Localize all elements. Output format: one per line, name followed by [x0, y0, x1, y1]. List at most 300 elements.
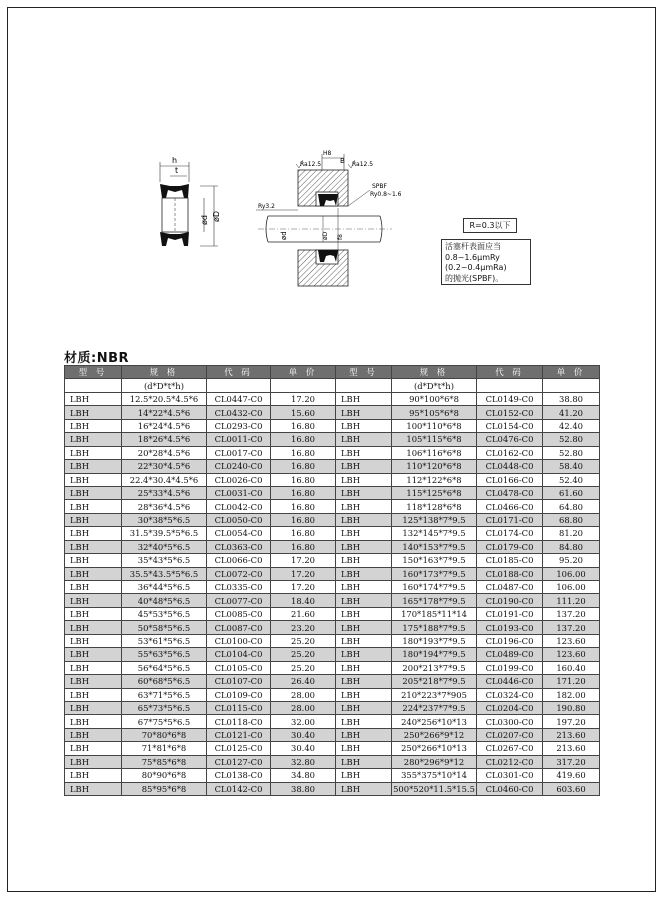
table-row — [65, 392, 600, 405]
label-ry-right: Ry0.8~1.6 — [370, 191, 402, 198]
cell-price: 41.20 — [543, 406, 600, 419]
cell-price: 160.40 — [543, 661, 600, 674]
cell-code: CL0017-C0 — [207, 446, 271, 459]
cell-spec: 224*237*7*9.5 — [392, 701, 477, 714]
table-row — [65, 742, 600, 755]
cell-model: LBH — [336, 688, 392, 701]
cell-spec: 55*63*5*6.5 — [122, 648, 207, 661]
cell-price: 64.80 — [543, 500, 600, 513]
cell-price: 38.80 — [271, 782, 336, 795]
cell-code: CL0335-C0 — [207, 581, 271, 594]
cell-price: 137.20 — [543, 621, 600, 634]
seal-section-view — [160, 156, 221, 246]
cell-model: LBH — [336, 406, 392, 419]
cell-spec: 75*85*6*8 — [122, 755, 207, 768]
cell-model: LBH — [336, 607, 392, 620]
cell-code: CL0162-C0 — [477, 446, 543, 459]
cell-code: CL0212-C0 — [477, 755, 543, 768]
cell-code: CL0104-C0 — [207, 648, 271, 661]
header-price: 单 价 — [271, 366, 336, 379]
cell-spec: 32*40*5*6.5 — [122, 540, 207, 553]
table-row — [65, 567, 600, 580]
cell-price: 16.80 — [271, 486, 336, 499]
cell-model: LBH — [65, 554, 122, 567]
header-price: 单 价 — [543, 366, 600, 379]
table-row — [65, 527, 600, 540]
cell-model: LBH — [65, 513, 122, 526]
cell-code: CL0066-C0 — [207, 554, 271, 567]
cell-model: LBH — [65, 473, 122, 486]
cell-spec: 60*68*5*6.5 — [122, 675, 207, 688]
cell-model: LBH — [336, 715, 392, 728]
cell-spec: 115*125*6*8 — [392, 486, 477, 499]
cell-code: CL0190-C0 — [477, 594, 543, 607]
cell-code: CL0026-C0 — [207, 473, 271, 486]
cell-code: CL0196-C0 — [477, 634, 543, 647]
cell-code: CL0121-C0 — [207, 728, 271, 741]
table-row — [65, 648, 600, 661]
cell-code: CL0207-C0 — [477, 728, 543, 741]
cell-spec: 240*256*10*13 — [392, 715, 477, 728]
cell-model: LBH — [336, 500, 392, 513]
cell-spec: 35*43*5*6.5 — [122, 554, 207, 567]
cell-spec: 40*48*5*6.5 — [122, 594, 207, 607]
cell-price: 16.80 — [271, 527, 336, 540]
cell-price: 317.20 — [543, 755, 600, 768]
cell-price: 84.80 — [543, 540, 600, 553]
price-table — [64, 365, 600, 796]
cell-spec: 180*193*7*9.5 — [392, 634, 477, 647]
cell-price: 106.00 — [543, 581, 600, 594]
cell-spec: 200*213*7*9.5 — [392, 661, 477, 674]
cell-model: LBH — [65, 419, 122, 432]
cell-model: LBH — [65, 782, 122, 795]
cell-model: LBH — [65, 500, 122, 513]
cell-spec: 90*100*6*8 — [392, 392, 477, 405]
cell-code: CL0166-C0 — [477, 473, 543, 486]
table-row — [65, 755, 600, 768]
cell-code: CL0149-C0 — [477, 392, 543, 405]
cell-price: 28.00 — [271, 701, 336, 714]
label-t: t — [175, 166, 179, 175]
cell-model: LBH — [336, 554, 392, 567]
cell-price: 58.40 — [543, 460, 600, 473]
cell-code: CL0054-C0 — [207, 527, 271, 540]
cell-price: 25.20 — [271, 648, 336, 661]
cell-model: LBH — [65, 621, 122, 634]
cell-price: 123.60 — [543, 634, 600, 647]
cell-price: 52.80 — [543, 446, 600, 459]
cell-spec: 22.4*30.4*4.5*6 — [122, 473, 207, 486]
label-ry-left: Ry3.2 — [258, 203, 275, 210]
cell-model: LBH — [65, 460, 122, 473]
cell-spec: 80*90*6*8 — [122, 769, 207, 782]
cell-spec: 28*36*4.5*6 — [122, 500, 207, 513]
cell-code: CL0174-C0 — [477, 527, 543, 540]
cell-price: 52.80 — [543, 433, 600, 446]
cell-model: LBH — [336, 567, 392, 580]
table-row — [65, 513, 600, 526]
cell-spec: 170*185*11*14 — [392, 607, 477, 620]
cell-spec: 95*105*6*8 — [392, 406, 477, 419]
cell-price: 213.60 — [543, 728, 600, 741]
cell-model: LBH — [65, 769, 122, 782]
cell-price: 171.20 — [543, 675, 600, 688]
table-row — [65, 419, 600, 432]
cell-code: CL0100-C0 — [207, 634, 271, 647]
cell-price: 16.80 — [271, 419, 336, 432]
subheader-spec-format: (d*D*t*h) — [392, 379, 477, 392]
cell-model: LBH — [336, 433, 392, 446]
cell-spec: 25*33*4.5*6 — [122, 486, 207, 499]
cell-model: LBH — [336, 446, 392, 459]
cell-price: 32.00 — [271, 715, 336, 728]
cell-price: 68.80 — [543, 513, 600, 526]
cell-spec: 250*266*10*13 — [392, 742, 477, 755]
note-line: 活塞杆表面应当 — [445, 242, 501, 251]
cell-price: 18.40 — [271, 594, 336, 607]
cell-price: 81.20 — [543, 527, 600, 540]
cell-code: CL0240-C0 — [207, 460, 271, 473]
cell-price: 28.00 — [271, 688, 336, 701]
cell-model: LBH — [65, 661, 122, 674]
cell-price: 16.80 — [271, 460, 336, 473]
cell-model: LBH — [336, 661, 392, 674]
cell-spec: 125*138*7*9.5 — [392, 513, 477, 526]
table-row — [65, 486, 600, 499]
cell-model: LBH — [336, 460, 392, 473]
cell-price: 17.20 — [271, 554, 336, 567]
cell-price: 190.80 — [543, 701, 600, 714]
cell-spec: 70*80*6*8 — [122, 728, 207, 741]
label-hole-tol: H8 — [323, 150, 332, 157]
cell-price: 21.60 — [271, 607, 336, 620]
table-header-row — [65, 366, 600, 379]
cell-code: CL0050-C0 — [207, 513, 271, 526]
cell-spec: 250*266*9*12 — [392, 728, 477, 741]
note-line: (0.2~0.4μmRa) — [445, 263, 507, 272]
cell-price: 52.40 — [543, 473, 600, 486]
label-B: B — [340, 157, 345, 165]
label-shaft-d: ød — [280, 231, 288, 240]
cell-price: 95.20 — [543, 554, 600, 567]
table-row — [65, 554, 600, 567]
cell-model: LBH — [336, 742, 392, 755]
cell-price: 17.20 — [271, 567, 336, 580]
label-h: h — [172, 156, 178, 165]
material-title: 材质:NBR — [64, 351, 129, 366]
cell-price: 106.00 — [543, 567, 600, 580]
cell-code: CL0179-C0 — [477, 540, 543, 553]
cell-spec: 71*81*6*8 — [122, 742, 207, 755]
cell-price: 15.60 — [271, 406, 336, 419]
cell-code: CL0171-C0 — [477, 513, 543, 526]
cell-spec: 67*75*5*6.5 — [122, 715, 207, 728]
table-row — [65, 460, 600, 473]
cell-model: LBH — [65, 406, 122, 419]
cell-price: 16.80 — [271, 500, 336, 513]
cell-spec: 150*163*7*9.5 — [392, 554, 477, 567]
cell-model: LBH — [65, 648, 122, 661]
cell-code: CL0085-C0 — [207, 607, 271, 620]
subheader-spec-format: (d*D*t*h) — [122, 379, 207, 392]
label-ra-left: Ra12.5 — [300, 161, 322, 168]
header-spec: 规 格 — [392, 366, 477, 379]
cell-model: LBH — [65, 675, 122, 688]
cell-code: CL0188-C0 — [477, 567, 543, 580]
cell-price: 30.40 — [271, 742, 336, 755]
radius-note: R=0.3以下 — [463, 218, 517, 233]
cell-model: LBH — [336, 701, 392, 714]
rod-surface-note — [441, 239, 531, 285]
cell-model: LBH — [336, 527, 392, 540]
cell-spec: 12.5*20.5*4.5*6 — [122, 392, 207, 405]
note-line: 0.8~1.6μmRy — [445, 252, 500, 262]
cell-spec: 105*115*6*8 — [392, 433, 477, 446]
table-row — [65, 473, 600, 486]
cell-spec: 106*116*6*8 — [392, 446, 477, 459]
cell-model: LBH — [65, 715, 122, 728]
cell-code: CL0152-C0 — [477, 406, 543, 419]
cell-model: LBH — [336, 648, 392, 661]
cell-model: LBH — [336, 728, 392, 741]
cell-model: LBH — [336, 581, 392, 594]
cell-price: 25.20 — [271, 634, 336, 647]
cell-price: 17.20 — [271, 581, 336, 594]
cell-model: LBH — [336, 594, 392, 607]
cell-code: CL0204-C0 — [477, 701, 543, 714]
cell-price: 111.20 — [543, 594, 600, 607]
header-code: 代 码 — [477, 366, 543, 379]
cell-model: LBH — [336, 675, 392, 688]
seal-technical-drawing — [0, 0, 663, 340]
label-hole-D: øD — [322, 231, 329, 240]
cell-model: LBH — [336, 486, 392, 499]
table-row — [65, 688, 600, 701]
cell-code: CL0011-C0 — [207, 433, 271, 446]
cell-code: CL0487-C0 — [477, 581, 543, 594]
cell-model: LBH — [65, 540, 122, 553]
cell-price: 137.20 — [543, 607, 600, 620]
table-subheader-row — [65, 379, 600, 392]
table-row — [65, 701, 600, 714]
table-row — [65, 607, 600, 620]
cell-spec: 165*178*7*9.5 — [392, 594, 477, 607]
cell-price: 30.40 — [271, 728, 336, 741]
cell-code: CL0301-C0 — [477, 769, 543, 782]
cell-price: 26.40 — [271, 675, 336, 688]
cell-code: CL0031-C0 — [207, 486, 271, 499]
cell-spec: 31.5*39.5*5*6.5 — [122, 527, 207, 540]
table-row — [65, 728, 600, 741]
header-spec: 规 格 — [122, 366, 207, 379]
cell-spec: 160*173*7*9.5 — [392, 567, 477, 580]
cell-code: CL0042-C0 — [207, 500, 271, 513]
cell-model: LBH — [336, 540, 392, 553]
header-model: 型 号 — [336, 366, 392, 379]
cell-code: CL0300-C0 — [477, 715, 543, 728]
cell-model: LBH — [65, 446, 122, 459]
cell-model: LBH — [336, 621, 392, 634]
cell-price: 61.60 — [543, 486, 600, 499]
cell-code: CL0142-C0 — [207, 782, 271, 795]
cell-code: CL0072-C0 — [207, 567, 271, 580]
cell-spec: 30*38*5*6.5 — [122, 513, 207, 526]
cell-price: 603.60 — [543, 782, 600, 795]
cell-code: CL0476-C0 — [477, 433, 543, 446]
cell-code: CL0107-C0 — [207, 675, 271, 688]
cell-spec: 280*296*9*12 — [392, 755, 477, 768]
cell-code: CL0460-C0 — [477, 782, 543, 795]
label-d: ød — [200, 215, 209, 225]
cell-price: 34.80 — [271, 769, 336, 782]
cell-model: LBH — [336, 473, 392, 486]
cell-code: CL0127-C0 — [207, 755, 271, 768]
table-row — [65, 594, 600, 607]
cell-price: 213.60 — [543, 742, 600, 755]
cell-model: LBH — [65, 581, 122, 594]
cell-price: 17.20 — [271, 392, 336, 405]
cell-spec: 140*153*7*9.5 — [392, 540, 477, 553]
installation-view — [256, 150, 402, 286]
cell-spec: 500*520*11.5*15.5 — [393, 783, 475, 794]
cell-price: 16.80 — [271, 540, 336, 553]
cell-model: LBH — [65, 433, 122, 446]
table-row — [65, 715, 600, 728]
cell-code: CL0448-C0 — [477, 460, 543, 473]
cell-price: 16.80 — [271, 473, 336, 486]
cell-spec: 16*24*4.5*6 — [122, 419, 207, 432]
cell-price: 25.20 — [271, 661, 336, 674]
table-row — [65, 446, 600, 459]
cell-spec: 18*26*4.5*6 — [122, 433, 207, 446]
table-row — [65, 540, 600, 553]
cell-code: CL0324-C0 — [477, 688, 543, 701]
cell-model: LBH — [65, 567, 122, 580]
cell-code: CL0138-C0 — [207, 769, 271, 782]
cell-spec: 65*73*5*6.5 — [122, 701, 207, 714]
cell-model: LBH — [65, 688, 122, 701]
cell-price: 23.20 — [271, 621, 336, 634]
label-spbf: SPBF — [372, 183, 387, 190]
cell-code: CL0193-C0 — [477, 621, 543, 634]
cell-spec: 50*58*5*6.5 — [122, 621, 207, 634]
cell-price: 38.80 — [543, 392, 600, 405]
cell-price: 419.60 — [543, 769, 600, 782]
header-model: 型 号 — [65, 366, 122, 379]
cell-code: CL0466-C0 — [477, 500, 543, 513]
cell-model: LBH — [65, 742, 122, 755]
cell-spec: 205*218*7*9.5 — [392, 675, 477, 688]
cell-spec: 118*128*6*8 — [392, 500, 477, 513]
cell-spec: 20*28*4.5*6 — [122, 446, 207, 459]
cell-code: CL0154-C0 — [477, 419, 543, 432]
cell-model: LBH — [65, 486, 122, 499]
cell-code: CL0199-C0 — [477, 661, 543, 674]
cell-code: CL0109-C0 — [207, 688, 271, 701]
cell-price: 123.60 — [543, 648, 600, 661]
cell-spec: 22*30*4.5*6 — [122, 460, 207, 473]
cell-price: 197.20 — [543, 715, 600, 728]
cell-model: LBH — [65, 607, 122, 620]
cell-spec: 36*44*5*6.5 — [122, 581, 207, 594]
cell-spec: 56*64*5*6.5 — [122, 661, 207, 674]
cell-code: CL0363-C0 — [207, 540, 271, 553]
cell-spec: 63*71*5*6.5 — [122, 688, 207, 701]
cell-code: CL0293-C0 — [207, 419, 271, 432]
cell-code: CL0105-C0 — [207, 661, 271, 674]
cell-code: CL0118-C0 — [207, 715, 271, 728]
cell-price: 182.00 — [543, 688, 600, 701]
table-row — [65, 769, 600, 782]
cell-model: LBH — [65, 755, 122, 768]
note-line: 的抛光(SPBF)。 — [445, 273, 504, 283]
label-D: øD — [212, 210, 221, 222]
cell-code: CL0478-C0 — [477, 486, 543, 499]
table-row — [65, 500, 600, 513]
cell-model: LBH — [336, 782, 392, 795]
cell-price: 16.80 — [271, 446, 336, 459]
cell-model: LBH — [65, 701, 122, 714]
table-row — [65, 406, 600, 419]
cell-model: LBH — [336, 755, 392, 768]
cell-model: LBH — [65, 634, 122, 647]
cell-model: LBH — [336, 419, 392, 432]
cell-spec: 45*53*5*6.5 — [122, 607, 207, 620]
cell-spec: 210*223*7*905 — [392, 688, 477, 701]
table-row — [65, 621, 600, 634]
cell-model: LBH — [336, 392, 392, 405]
cell-code: CL0087-C0 — [207, 621, 271, 634]
table-row — [65, 675, 600, 688]
cell-model: LBH — [336, 769, 392, 782]
table-row — [65, 433, 600, 446]
cell-spec: 110*120*6*8 — [392, 460, 477, 473]
table-row — [65, 581, 600, 594]
cell-model: LBH — [336, 634, 392, 647]
cell-spec: 112*122*6*8 — [392, 473, 477, 486]
cell-price: 32.80 — [271, 755, 336, 768]
cell-code: CL0115-C0 — [207, 701, 271, 714]
table-row — [65, 782, 600, 795]
table-row — [65, 634, 600, 647]
cell-spec: 180*194*7*9.5 — [392, 648, 477, 661]
cell-spec: 132*145*7*9.5 — [392, 527, 477, 540]
cell-spec: 53*61*5*6.5 — [122, 634, 207, 647]
cell-code: CL0077-C0 — [207, 594, 271, 607]
cell-code: CL0267-C0 — [477, 742, 543, 755]
cell-code: CL0125-C0 — [207, 742, 271, 755]
cell-spec: 100*110*6*8 — [392, 419, 477, 432]
cell-code: CL0191-C0 — [477, 607, 543, 620]
cell-spec: 355*375*10*14 — [392, 769, 477, 782]
cell-code: CL0447-C0 — [207, 392, 271, 405]
cell-code: CL0489-C0 — [477, 648, 543, 661]
cell-spec: 160*174*7*9.5 — [392, 581, 477, 594]
cell-price: 42.40 — [543, 419, 600, 432]
cell-code: CL0185-C0 — [477, 554, 543, 567]
cell-price: 16.80 — [271, 433, 336, 446]
cell-model: LBH — [65, 527, 122, 540]
cell-spec: 85*95*6*8 — [122, 782, 207, 795]
header-code: 代 码 — [207, 366, 271, 379]
cell-spec: 14*22*4.5*6 — [122, 406, 207, 419]
cell-code: CL0432-C0 — [207, 406, 271, 419]
cell-model: LBH — [336, 513, 392, 526]
cell-code: CL0446-C0 — [477, 675, 543, 688]
label-ra-right: Ra12.5 — [352, 161, 374, 168]
cell-model: LBH — [65, 392, 122, 405]
